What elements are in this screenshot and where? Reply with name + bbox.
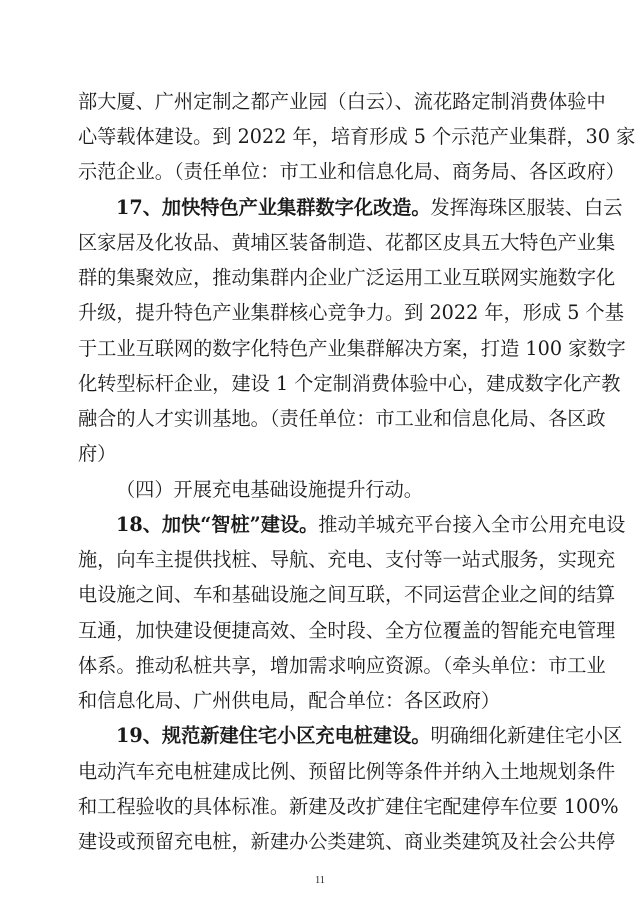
text-line-7: 升级，提升特色产业集群核心竞争力。到 2022 年，形成 5 个基 bbox=[78, 301, 624, 324]
item-19-heading-line: 19、规范新建住宅小区充电桩建设。明确细化新建住宅小区 bbox=[116, 724, 623, 747]
item-18-title: 18、加快“智桩”建设。 bbox=[116, 513, 319, 536]
text-line-16: 互通，加快建设便捷高效、全时段、全方位覆盖的智能充电管理 bbox=[78, 619, 616, 642]
text-line-5: 区家居及化妆品、黄埔区装备制造、花都区皮具五大特色产业集 bbox=[78, 231, 616, 254]
section-heading: （四）开展充电基础设施提升行动。 bbox=[116, 478, 423, 501]
text-line-15: 电设施之间、车和基础设施之间互联，不同运营企业之间的结算 bbox=[78, 583, 616, 606]
text-line-9: 化转型标杆企业，建设 1 个定制消费体验中心，建成数字化产教 bbox=[78, 372, 621, 395]
text-line-22: 建设或预留充电桩，新建办公类建筑、商业类建筑及社会公共停 bbox=[78, 830, 616, 853]
item-17-heading-line: 17、加快特色产业集群数字化改造。发挥海珠区服装、白云 bbox=[116, 196, 623, 219]
item-18-heading-line: 18、加快“智桩”建设。推动羊城充平台接入全市公用充电设 bbox=[116, 513, 626, 536]
item-17-title: 17、加快特色产业集群数字化改造。 bbox=[116, 196, 431, 219]
text-line-11: 府） bbox=[78, 442, 117, 465]
text-line-20: 电动汽车充电桩建成比例、预留比例等条件并纳入土地规划条件 bbox=[78, 760, 616, 783]
text-line-21: 和工程验收的具体标准。新建及改扩建住宅配建停车位要 100% bbox=[78, 795, 619, 818]
page-number: 11 bbox=[315, 875, 325, 886]
text-line-2: 心等载体建设。到 2022 年，培育形成 5 个示范产业集群，30 家 bbox=[78, 125, 636, 148]
text-line-14: 施，向车主提供找桩、导航、充电、支付等一站式服务，实现充 bbox=[78, 548, 616, 571]
text-line-1: 部大厦、广州定制之都产业园（白云）、流花路定制消费体验中 bbox=[78, 90, 606, 113]
text-line-3: 示范企业。（责任单位：市工业和信息化局、商务局、各区政府） bbox=[78, 160, 625, 183]
text-line-18: 和信息化局、广州供电局，配合单位：各区政府） bbox=[78, 689, 501, 712]
text-line-17: 体系。推动私桩共享，增加需求响应资源。（牵头单位：市工业 bbox=[78, 654, 606, 677]
text-line-6: 群的集聚效应，推动集群内企业广泛运用工业互联网实施数字化 bbox=[78, 266, 616, 289]
item-19-title: 19、规范新建住宅小区充电桩建设。 bbox=[116, 724, 431, 747]
text-line-8: 于工业互联网的数字化特色产业集群解决方案，打造 100 家数字 bbox=[78, 337, 626, 360]
text-line-10: 融合的人才实训基地。（责任单位：市工业和信息化局、各区政 bbox=[78, 407, 606, 430]
